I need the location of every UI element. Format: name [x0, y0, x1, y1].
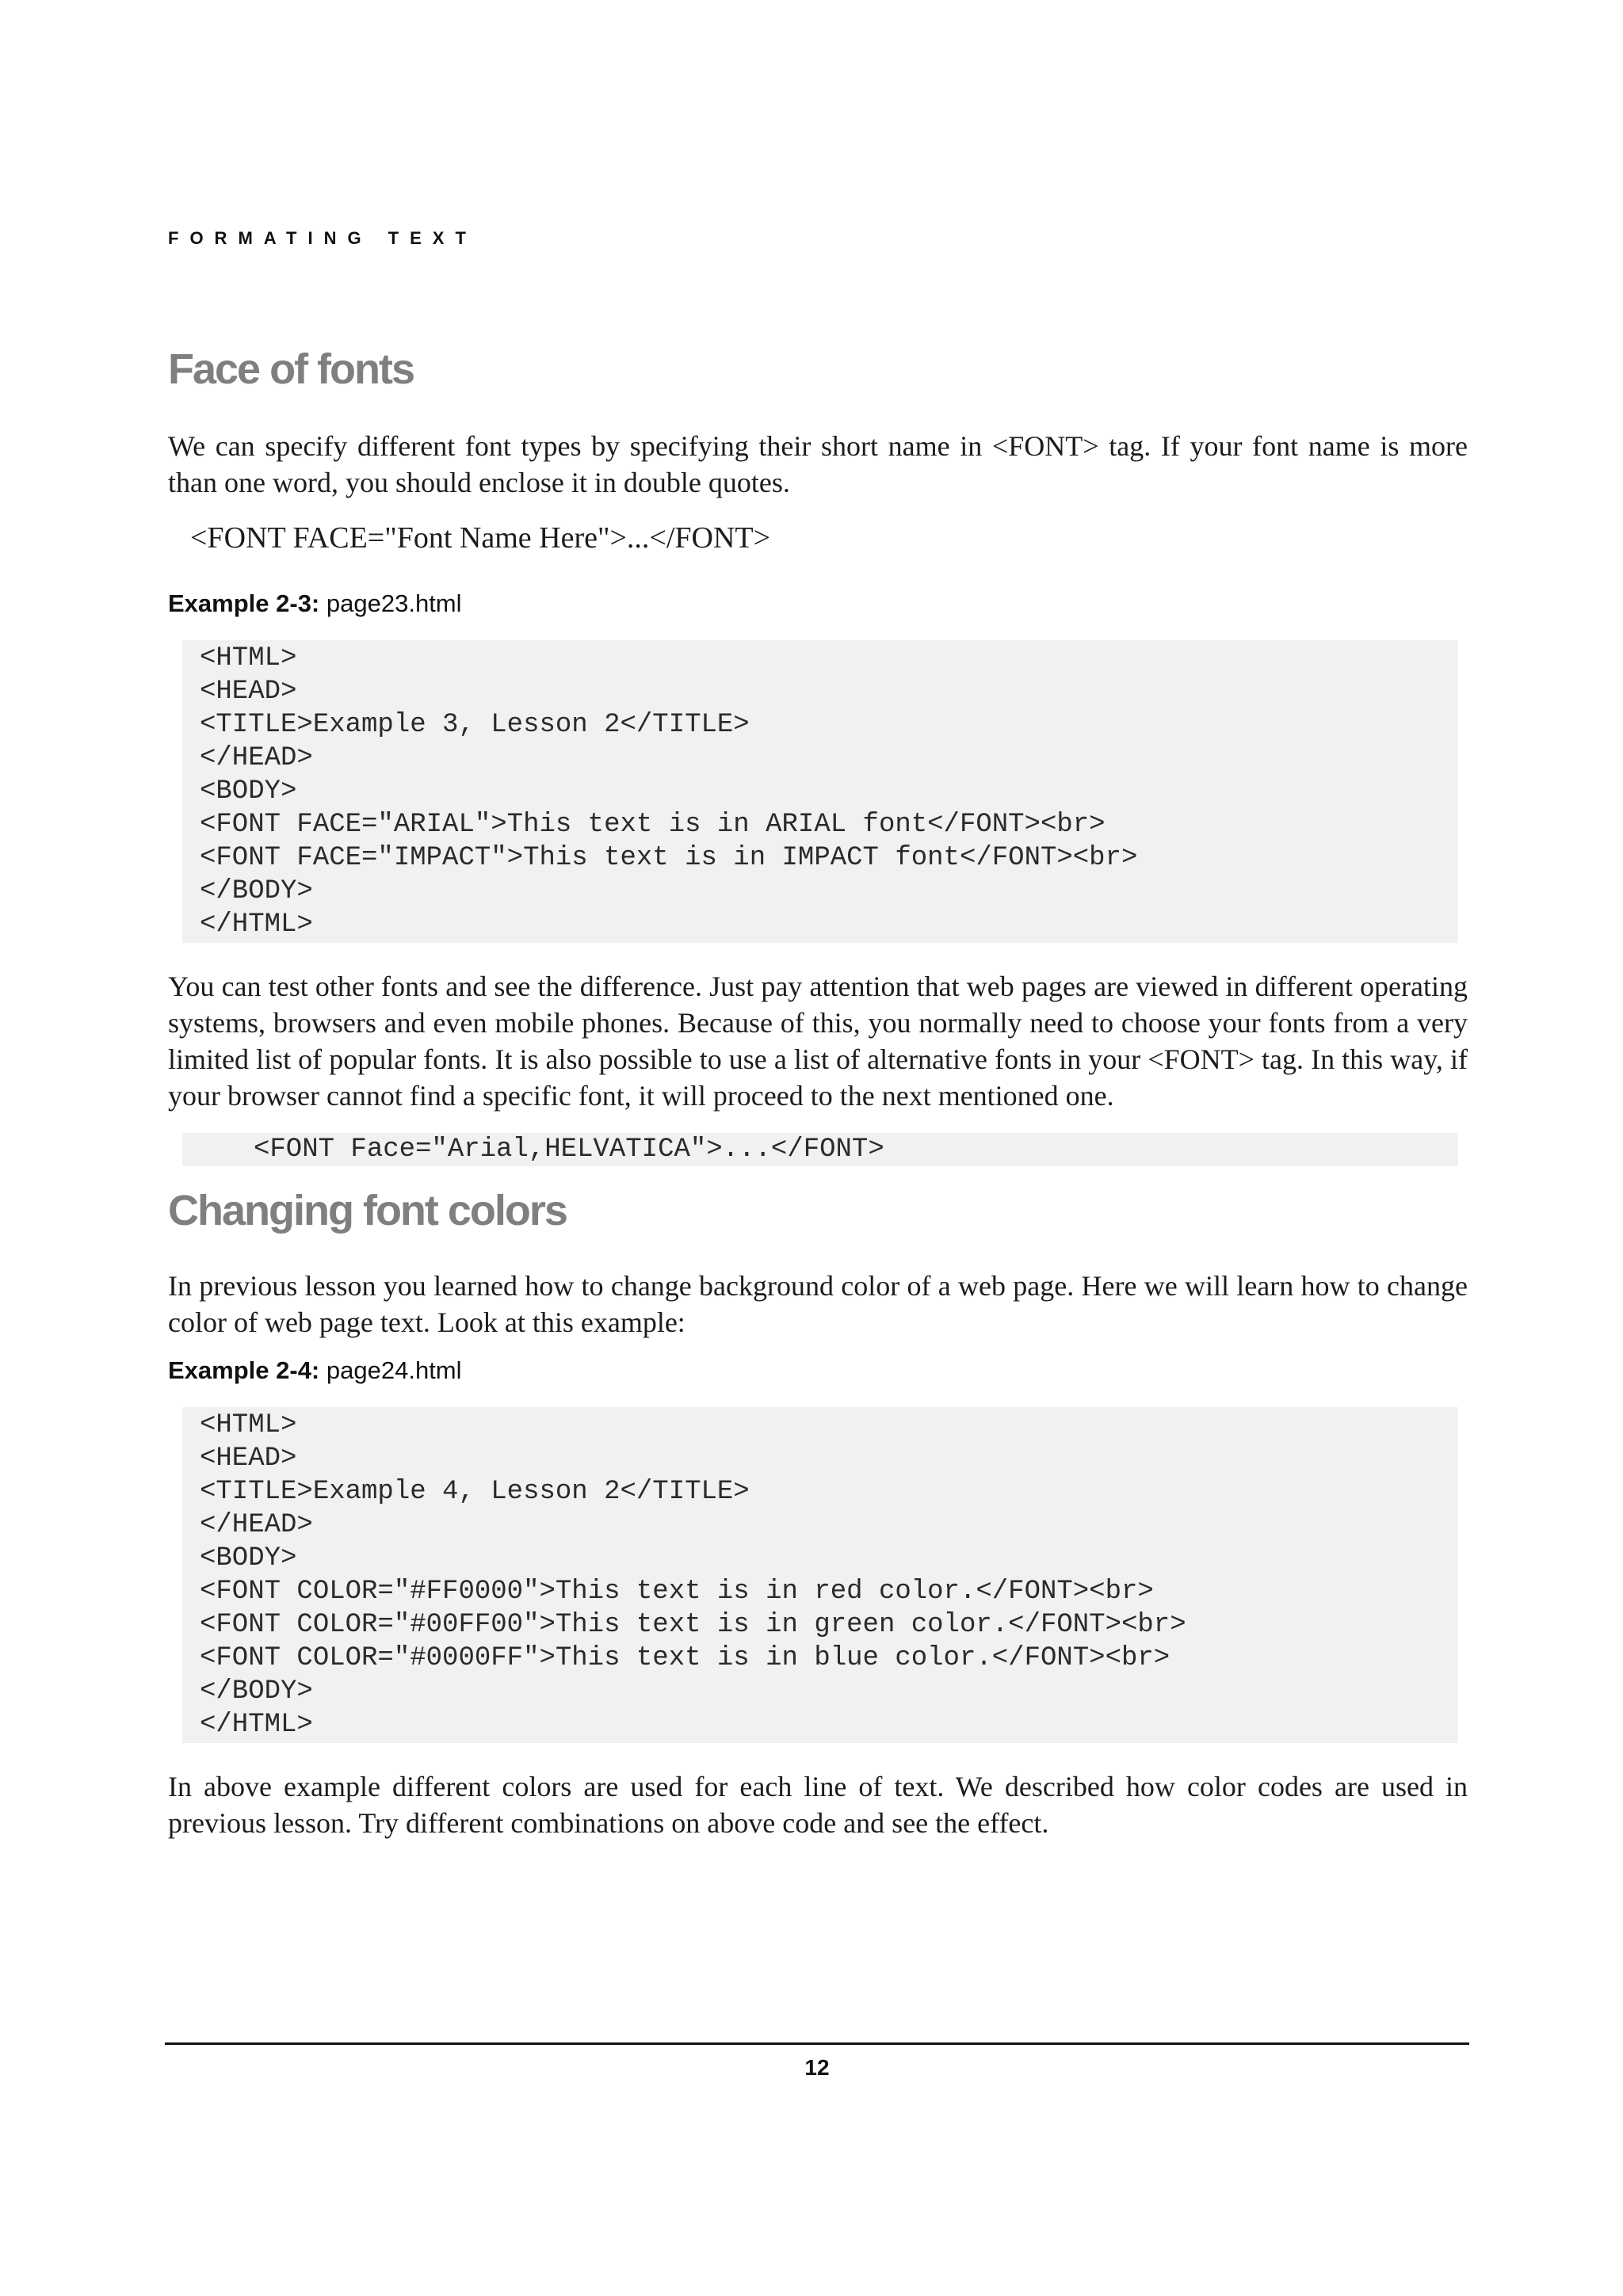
example-2-3-number: Example 2-3:: [168, 589, 320, 617]
example-2-3-label: [168, 588, 1468, 620]
code-line: <BODY>: [200, 776, 297, 807]
code-line: </HTML>: [200, 910, 313, 940]
code-line: </HEAD>: [200, 743, 313, 773]
code-line: <FONT COLOR="#00FF00">This text is in green color.</FONT><br>: [200, 1610, 1186, 1640]
example-2-4-filename: page24.html: [326, 1356, 462, 1384]
code-line: <FONT COLOR="#0000FF">This text is in blue color.</FONT><br>: [200, 1643, 1170, 1673]
face-of-fonts-intro: We can specify different font types by specifying their short name in <FONT> tag. If your font name is more than one word, you should enclose it in double quotes.: [168, 430, 1468, 498]
code-line: <BODY>: [200, 1543, 297, 1573]
example-2-4-code: [182, 1407, 1458, 1743]
section-title-face-of-fonts: Face of fonts: [168, 345, 414, 393]
font-face-syntax: <FONT FACE="Font Name Here">...</FONT>: [190, 521, 771, 555]
code-line: <TITLE>Example 4, Lesson 2</TITLE>: [200, 1477, 750, 1507]
example-2-4-number: Example 2-4:: [168, 1356, 320, 1384]
example-2-4-label: [168, 1355, 1468, 1386]
running-head: FORMATING TEXT: [168, 228, 477, 248]
code-line: <HTML>: [200, 1410, 297, 1440]
section-title-changing-font-colors: Changing font colors: [168, 1187, 567, 1234]
fonts-explanation: You can test other fonts and see the difference. Just pay attention that web pages are viewed in different operating systems, browsers and even mobile phones. Because of this, you normally need to choose your fonts from a very limited list of popular fonts. It is also possible to use a list of alternative fonts in your <FONT> tag. In this way, if your browser cannot find a specific font, it will proceed to the next mentioned one.: [168, 971, 1468, 1112]
code-line: <FONT FACE="IMPACT">This text is in IMPACT font</FONT><br>: [200, 843, 1138, 873]
alternative-fonts-code: <FONT Face="Arial,HELVATICA">...</FONT>: [182, 1133, 1458, 1166]
example-2-3-filename: page23.html: [326, 589, 462, 617]
footer-rule: [165, 2042, 1469, 2045]
code-line: <FONT FACE="ARIAL">This text is in ARIAL font</FONT><br>: [200, 810, 1106, 840]
code-line: <HEAD>: [200, 677, 297, 707]
font-colors-explanation: In above example different colors are used for each line of text. We described how color codes are used in previous lesson. Try different combinations on above code and see the effect.: [168, 1771, 1468, 1839]
code-line: </HTML>: [200, 1710, 313, 1740]
code-line: </BODY>: [200, 876, 313, 906]
page-content: [168, 341, 1468, 1841]
code-line: <TITLE>Example 3, Lesson 2</TITLE>: [200, 710, 750, 740]
code-line: <HEAD>: [200, 1444, 297, 1474]
code-line: </HEAD>: [200, 1510, 313, 1540]
font-colors-intro: In previous lesson you learned how to change background color of a web page. Here we will learn how to change color of web page text. Look at this example:: [168, 1270, 1468, 1338]
code-line: </BODY>: [200, 1676, 313, 1707]
page-number: 12: [804, 2055, 830, 2080]
code-line: <FONT COLOR="#FF0000">This text is in red color.</FONT><br>: [200, 1577, 1154, 1607]
example-2-3-code: [182, 640, 1458, 943]
code-line: <HTML>: [200, 643, 297, 673]
